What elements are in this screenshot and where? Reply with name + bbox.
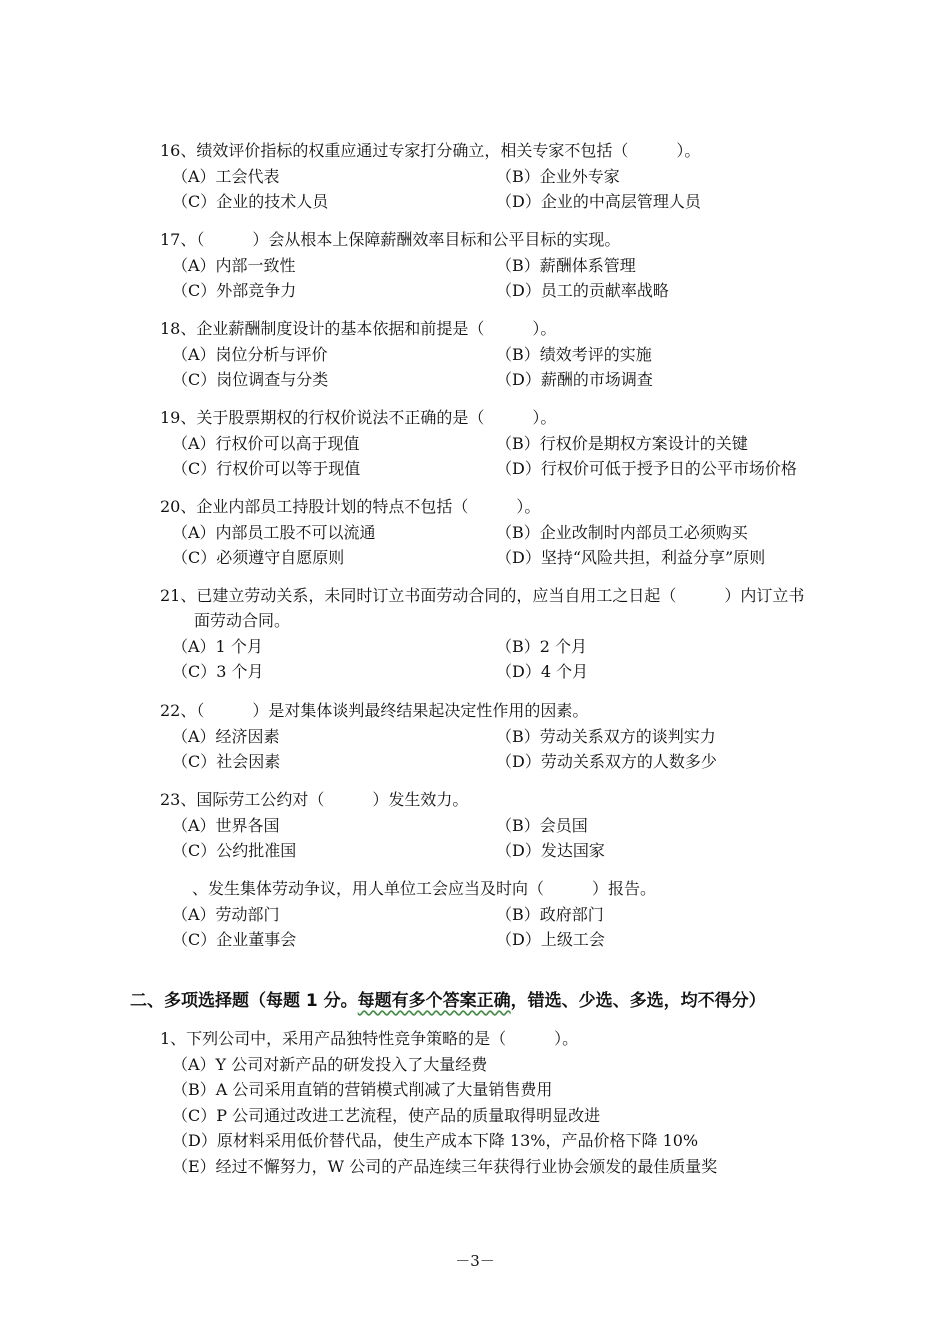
question-24-stem: 、发生集体劳动争议，用人单位工会应当及时向（ ）报告。: [160, 879, 657, 898]
question-19-option-a: （A）行权价可以高于现值: [172, 434, 360, 453]
question-18-option-b: （B）绩效考评的实施: [496, 345, 652, 364]
section-2-heading: [130, 986, 766, 1011]
question-20-option-a: （A）内部员工股不可以流通: [172, 523, 376, 542]
multi-question-1-option-b: （B）A 公司采用直销的营销模式削减了大量销售费用: [172, 1080, 553, 1099]
question-16-option-d: （D）企业的中高层管理人员: [496, 192, 701, 211]
question-16-option-a: （A）工会代表: [172, 167, 280, 186]
question-17-option-d: （D）员工的贡献率战略: [496, 281, 669, 300]
question-20-option-c: （C）必须遵守自愿原则: [172, 548, 345, 567]
question-17-option-c: （C）外部竞争力: [172, 281, 297, 300]
multi-question-1-option-e: （E）经过不懈努力，W 公司的产品连续三年获得行业协会颁发的最佳质量奖: [172, 1157, 718, 1176]
question-24-option-b: （B）政府部门: [496, 905, 604, 924]
question-22-option-b: （B）劳动关系双方的谈判实力: [496, 727, 716, 746]
question-21-stem-continued: 面劳动合同。: [194, 611, 291, 630]
question-17-option-b: （B）薪酬体系管理: [496, 256, 636, 275]
question-23-option-d: （D）发达国家: [496, 841, 605, 860]
question-22-stem: 22、（ ）是对集体谈判最终结果起决定性作用的因素。: [160, 701, 589, 720]
question-16-option-c: （C）企业的技术人员: [172, 192, 329, 211]
question-19-option-c: （C）行权价可以等于现值: [172, 459, 361, 478]
question-22-option-c: （C）社会因素: [172, 752, 281, 771]
multi-question-1-stem: 1、下列公司中，采用产品独特性竞争策略的是（ ）。: [160, 1029, 579, 1048]
question-18-option-d: （D）薪酬的市场调查: [496, 370, 653, 389]
multi-question-1-option-a: （A）Y 公司对新产品的研发投入了大量经费: [172, 1055, 488, 1074]
section-2-heading-part-1: 二、多项选择题（每题 1 分。: [130, 991, 358, 1011]
question-19-stem: 19、关于股票期权的行权价说法不正确的是（ ）。: [160, 408, 557, 427]
question-17-stem: 17、（ ）会从根本上保障薪酬效率目标和公平目标的实现。: [160, 230, 621, 249]
question-18-stem: 18、企业薪酬制度设计的基本依据和前提是（ ）。: [160, 319, 557, 338]
question-23-option-a: （A）世界各国: [172, 816, 280, 835]
multi-question-1-option-c: （C）P 公司通过改进工艺流程，使产品的质量取得明显改进: [172, 1106, 601, 1125]
question-16-stem: 16、绩效评价指标的权重应通过专家打分确立，相关专家不包括（ ）。: [160, 141, 701, 160]
multi-question-1-option-d: （D）原材料采用低价替代品，使生产成本下降 13%，产品价格下降 10%: [172, 1131, 699, 1150]
question-21-stem: 21、已建立劳动关系，未同时订立书面劳动合同的，应当自用工之日起（ ）内订立书: [160, 586, 805, 605]
question-21-option-c: （C）3 个月: [172, 662, 264, 681]
question-18-option-c: （C）岗位调查与分类: [172, 370, 329, 389]
question-21-option-b: （B）2 个月: [496, 637, 588, 656]
question-17-option-a: （A）内部一致性: [172, 256, 296, 275]
question-22-option-a: （A）经济因素: [172, 727, 280, 746]
question-19-option-d: （D）行权价可低于授予日的公平市场价格: [496, 459, 797, 478]
question-23-stem: 23、国际劳工公约对（ ）发生效力。: [160, 790, 469, 809]
question-18-option-a: （A）岗位分析与评价: [172, 345, 328, 364]
question-20-option-b: （B）企业改制时内部员工必须购买: [496, 523, 748, 542]
question-22-option-d: （D）劳动关系双方的人数多少: [496, 752, 717, 771]
section-2-heading-part-3: ，错选、少选、多选，均不得分）: [510, 991, 766, 1011]
question-21-option-a: （A）1 个月: [172, 637, 263, 656]
question-21-option-d: （D）4 个月: [496, 662, 589, 681]
question-24-option-c: （C）企业董事会: [172, 930, 297, 949]
question-24-option-a: （A）劳动部门: [172, 905, 280, 924]
section-2-heading-emphasis: 每题有多个答案正确: [357, 991, 511, 1011]
page-number: －3－: [455, 1252, 495, 1270]
question-16-option-b: （B）企业外专家: [496, 167, 620, 186]
question-23-option-b: （B）会员国: [496, 816, 588, 835]
question-19-option-b: （B）行权价是期权方案设计的关键: [496, 434, 748, 453]
question-20-option-d: （D）坚持“风险共担，利益分享”原则: [496, 548, 766, 567]
question-23-option-c: （C）公约批准国: [172, 841, 297, 860]
question-24-option-d: （D）上级工会: [496, 930, 605, 949]
question-20-stem: 20、企业内部员工持股计划的特点不包括（ ）。: [160, 497, 541, 516]
